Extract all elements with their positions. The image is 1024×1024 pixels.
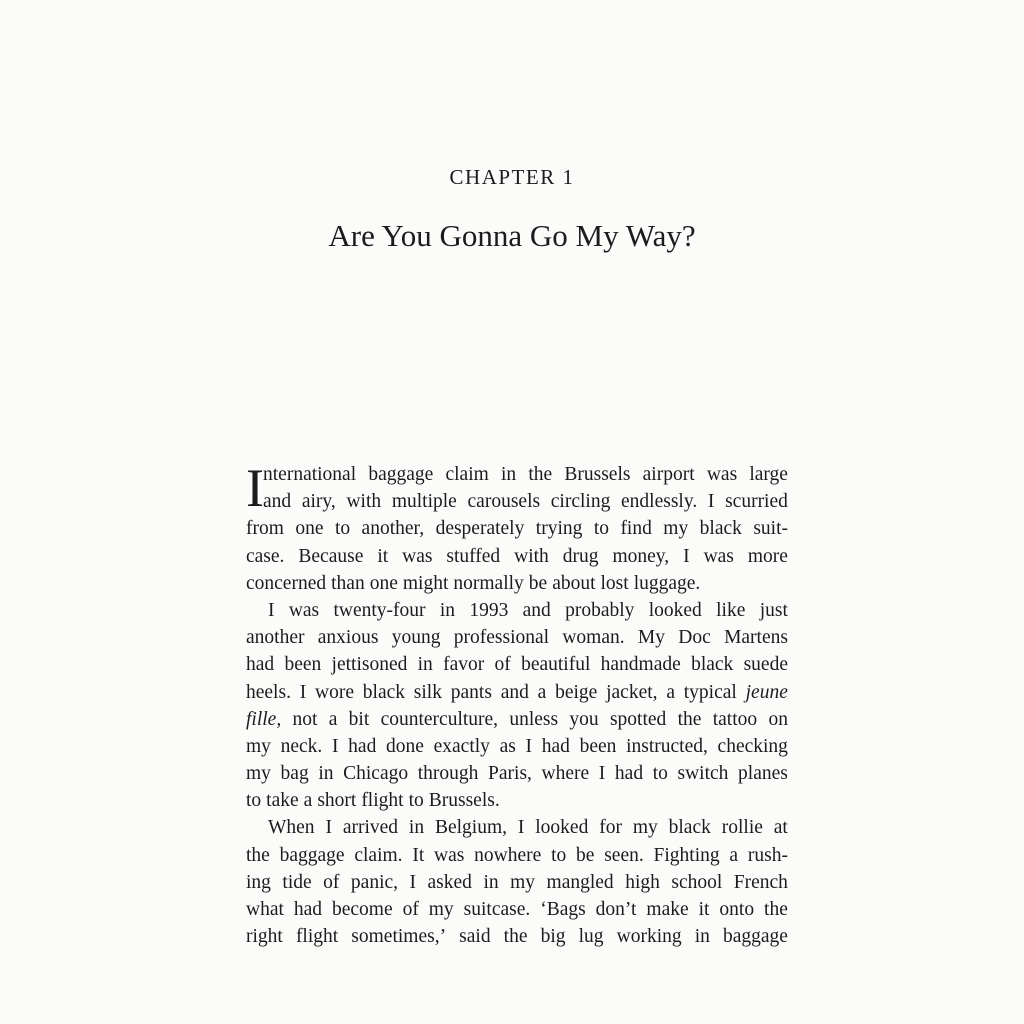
word: typical — [683, 681, 737, 703]
word: in — [439, 599, 455, 621]
word: Chicago — [343, 763, 409, 785]
word: for — [599, 817, 622, 839]
word: like — [716, 599, 746, 621]
word: another, — [361, 518, 425, 540]
word: desperately — [435, 518, 525, 540]
word: working — [616, 926, 682, 948]
word: with — [346, 491, 382, 513]
word: large — [749, 464, 788, 485]
word: in — [483, 871, 499, 893]
word: another — [246, 627, 305, 649]
word: said — [459, 926, 491, 948]
word: had — [293, 899, 323, 920]
word: become — [331, 899, 393, 920]
word: I — [268, 599, 275, 621]
word: suitcase. — [463, 899, 531, 920]
text-line — [246, 515, 788, 542]
word: lug — [578, 926, 604, 948]
word: more — [747, 545, 788, 567]
word: endlessly. — [621, 491, 698, 513]
text-line — [246, 706, 788, 733]
word: ‘Bags — [540, 899, 586, 920]
word: just — [759, 599, 788, 621]
word: been — [284, 654, 322, 676]
word: the — [528, 464, 553, 485]
word: my — [632, 817, 658, 839]
word: not — [292, 708, 318, 730]
word: short — [317, 790, 357, 812]
word: the — [246, 844, 270, 866]
text-line — [246, 896, 788, 923]
word: looked — [648, 599, 702, 621]
word: jettisoned — [331, 654, 408, 676]
word: spotted — [609, 708, 667, 730]
body-text — [246, 458, 788, 950]
word: normally — [453, 572, 524, 594]
word: money, — [612, 545, 670, 567]
word: of — [323, 871, 340, 893]
text-line — [246, 624, 788, 651]
text-line — [246, 869, 788, 896]
word: panic, — [350, 871, 399, 893]
word: my — [246, 735, 271, 757]
word: probably — [565, 599, 635, 621]
word: right — [246, 926, 283, 948]
word: from — [246, 518, 284, 540]
word: onto — [719, 899, 755, 920]
word: a — [328, 708, 338, 730]
word: beige — [555, 681, 598, 703]
text-line — [246, 679, 788, 706]
word: anxious — [317, 627, 379, 649]
word: lost — [600, 572, 629, 594]
word: I — [707, 491, 715, 513]
word: on — [768, 708, 788, 730]
word: make — [646, 899, 689, 920]
word: Fighting — [653, 844, 720, 866]
word: you — [569, 708, 599, 730]
word: baggage — [368, 464, 434, 485]
word: I — [325, 817, 332, 839]
word: a — [537, 681, 547, 703]
word: might — [402, 572, 449, 594]
word: big — [540, 926, 566, 948]
word: my — [663, 518, 689, 540]
word: and — [522, 599, 551, 621]
word: luggage. — [633, 572, 701, 594]
word: school — [671, 871, 723, 893]
word: claim. — [354, 844, 403, 866]
word: jacket, — [606, 681, 658, 703]
word: airport — [642, 464, 695, 485]
word: jeune — [745, 681, 788, 703]
word: Brussels. — [428, 790, 500, 812]
word: tide — [282, 871, 312, 893]
word: had — [348, 735, 377, 757]
word: sometimes,’ — [351, 926, 447, 948]
word: twenty-four — [333, 599, 426, 621]
word: multiple — [391, 491, 457, 513]
word: had — [246, 654, 275, 676]
word: unless — [509, 708, 559, 730]
word: looked — [535, 817, 589, 839]
text-line — [246, 543, 788, 570]
word: the — [764, 899, 788, 920]
word: counterculture, — [380, 708, 499, 730]
word: a — [303, 790, 313, 812]
word: be — [528, 572, 548, 594]
word: circling — [550, 491, 611, 513]
word: one — [369, 572, 398, 594]
word: a — [729, 844, 739, 866]
word: was — [288, 599, 320, 621]
word: beautiful — [521, 654, 591, 676]
word: It — [412, 844, 425, 866]
text-line — [246, 461, 788, 488]
word: Doc — [678, 627, 711, 649]
word: concerned — [246, 572, 327, 594]
word: Because — [298, 545, 364, 567]
word: was — [434, 844, 465, 866]
word: flight — [361, 790, 404, 812]
word: arrived — [342, 817, 399, 839]
word: been — [579, 735, 617, 757]
text-line — [246, 760, 788, 787]
word: seen. — [604, 844, 644, 866]
word: case. — [246, 545, 285, 567]
word: wore — [315, 681, 354, 703]
word: drug — [562, 545, 599, 567]
word: through — [417, 763, 479, 785]
word: nternational — [263, 464, 357, 485]
word: professional — [453, 627, 550, 649]
text-line — [246, 488, 788, 515]
word: black — [668, 817, 711, 839]
word: had — [614, 763, 644, 785]
word: Paris, — [488, 763, 532, 785]
word: where — [541, 763, 590, 785]
word: find — [620, 518, 652, 540]
word: fille, — [246, 708, 282, 730]
word: what — [246, 899, 284, 920]
word: and — [263, 491, 292, 513]
word: I — [409, 871, 417, 893]
word: take — [266, 790, 299, 812]
word: black — [362, 681, 406, 703]
word: I — [331, 735, 339, 757]
word: airy, — [301, 491, 336, 513]
word: be — [576, 844, 595, 866]
chapter-title: Are You Gonna Go My Way? — [328, 218, 696, 253]
word: to — [246, 790, 262, 812]
word: My — [637, 627, 665, 649]
word: carousels — [467, 491, 541, 513]
word: Brussels — [564, 464, 631, 485]
word: a — [666, 681, 675, 703]
word: claim — [445, 464, 489, 485]
text-line — [246, 923, 788, 950]
word: I — [517, 817, 525, 839]
word: woman. — [562, 627, 625, 649]
word: suit- — [753, 518, 788, 540]
word: in — [501, 464, 517, 485]
word: in — [408, 817, 425, 839]
word: in — [318, 763, 334, 785]
word: to — [652, 763, 668, 785]
word: the — [677, 708, 702, 730]
word: favor — [443, 654, 485, 676]
word: to — [593, 518, 609, 540]
word: in — [417, 654, 433, 676]
text-line — [246, 597, 788, 624]
word: to — [551, 844, 567, 866]
word: tattoo — [712, 708, 758, 730]
word: was — [402, 545, 433, 567]
word: had — [541, 735, 570, 757]
word: scurried — [725, 491, 788, 513]
word: I — [525, 735, 533, 757]
word: than — [331, 572, 365, 594]
text-line — [246, 787, 788, 814]
word: baggage — [722, 926, 788, 948]
word: to — [408, 790, 424, 812]
word: pants — [450, 681, 492, 703]
word: exactly — [433, 735, 490, 757]
word: young — [391, 627, 441, 649]
word: checking — [717, 735, 788, 757]
word: the — [503, 926, 528, 948]
text-line — [246, 842, 788, 869]
word: rollie — [721, 817, 763, 839]
word: instructed, — [626, 735, 708, 757]
word: don’t — [595, 899, 637, 920]
word: trying — [535, 518, 583, 540]
word: French — [733, 871, 788, 893]
word: was — [706, 464, 738, 485]
word: to — [334, 518, 351, 540]
word: one — [295, 518, 324, 540]
text-line — [246, 570, 788, 597]
drop-cap: I — [246, 458, 264, 518]
word: black — [699, 518, 742, 540]
chapter-label: CHAPTER 1 — [449, 165, 575, 189]
word: rush- — [747, 844, 788, 866]
word: I — [299, 681, 307, 703]
word: switch — [677, 763, 729, 785]
word: and — [500, 681, 529, 703]
word: When — [268, 817, 315, 839]
word: handmade — [600, 654, 681, 676]
word: I — [598, 763, 606, 785]
word: mangled — [546, 871, 614, 893]
word: I — [683, 545, 690, 567]
word: my — [428, 899, 454, 920]
word: my — [510, 871, 536, 893]
word: asked — [427, 871, 472, 893]
word: nowhere — [474, 844, 542, 866]
word: flight — [295, 926, 339, 948]
word: it — [377, 545, 389, 567]
word: as — [499, 735, 516, 757]
word: black — [691, 654, 734, 676]
word: it — [698, 899, 710, 920]
word: stuffed — [446, 545, 501, 567]
word: silk — [413, 681, 442, 703]
word: planes — [738, 763, 788, 785]
text-line — [246, 733, 788, 760]
word: suede — [743, 654, 788, 676]
text-line — [246, 814, 788, 841]
text-line — [246, 651, 788, 678]
word: bag — [280, 763, 309, 785]
word: done — [386, 735, 424, 757]
word: in — [694, 926, 710, 948]
word: at — [773, 817, 788, 839]
word: of — [402, 899, 419, 920]
word: bit — [348, 708, 370, 730]
word: neck. — [280, 735, 323, 757]
word: with — [514, 545, 549, 567]
word: Martens — [724, 627, 788, 649]
word: Belgium, — [434, 817, 507, 839]
word: 1993 — [469, 599, 509, 621]
word: about — [552, 572, 596, 594]
word: heels. — [246, 681, 291, 703]
word: ing — [246, 871, 271, 893]
word: of — [494, 654, 511, 676]
word: was — [703, 545, 734, 567]
word: high — [625, 871, 660, 893]
word: baggage — [279, 844, 345, 866]
word: my — [246, 763, 271, 785]
